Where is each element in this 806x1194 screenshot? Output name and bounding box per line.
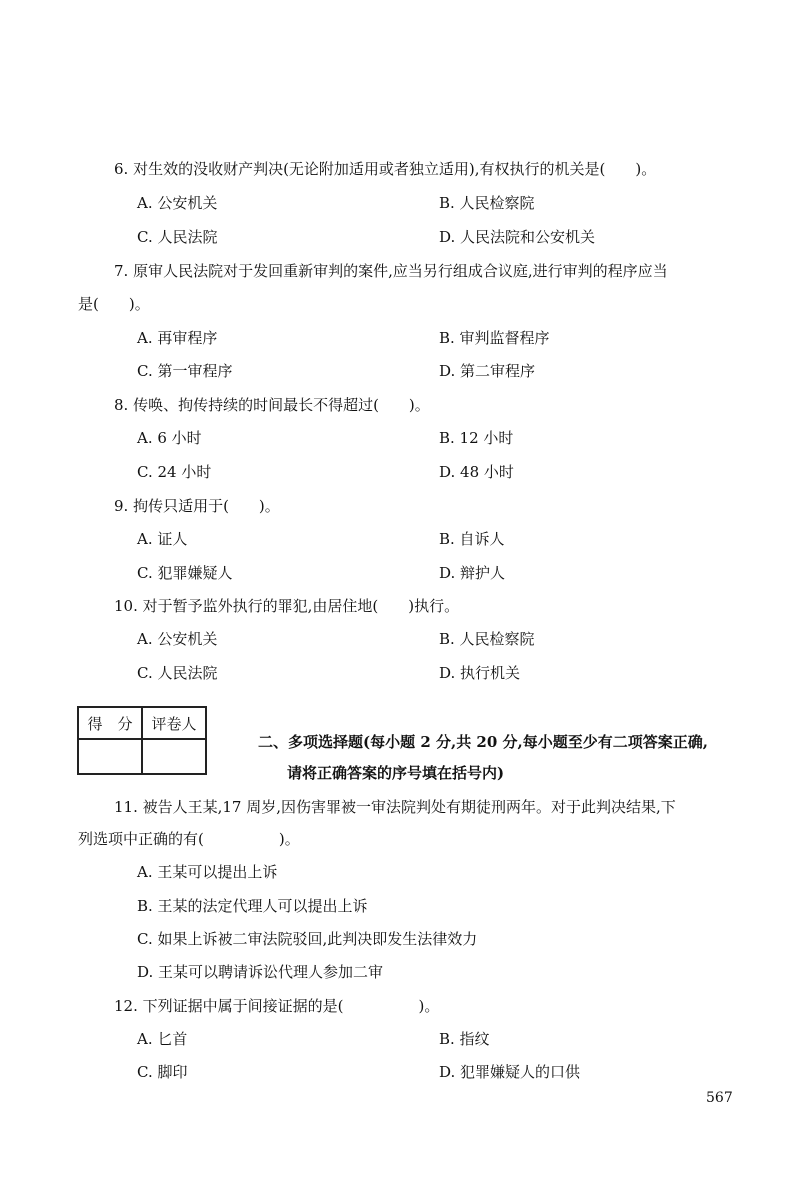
- question-9-stem: 9. 拘传只适用于( )。: [114, 497, 280, 515]
- question-7-option-d: D. 第二审程序: [439, 362, 536, 380]
- question-11-option-d: D. 王某可以聘请诉讼代理人参加二审: [137, 963, 384, 981]
- question-6-option-b: B. 人民检察院: [439, 194, 535, 212]
- question-10-option-a: A. 公安机关: [137, 630, 218, 648]
- question-9-option-d: D. 辩护人: [439, 564, 506, 582]
- question-12-option-b: B. 指纹: [439, 1030, 490, 1048]
- question-6-option-d: D. 人民法院和公安机关: [439, 228, 596, 246]
- question-11-option-a: A. 王某可以提出上诉: [137, 863, 278, 881]
- question-11-stem-line1: 11. 被告人王某,17 周岁,因伤害罪被一审法院判处有期徒刑两年。对于此判决结果,下: [114, 798, 676, 816]
- question-8-option-d: D. 48 小时: [439, 463, 514, 481]
- question-8-stem: 8. 传唤、拘传持续的时间最长不得超过( )。: [114, 396, 430, 414]
- section-2-heading-line2: 请将正确答案的序号填在括号内): [287, 764, 505, 782]
- score-cell: [78, 739, 142, 774]
- question-6-option-a: A. 公安机关: [137, 194, 218, 212]
- question-7-option-c: C. 第一审程序: [137, 362, 233, 380]
- question-12-option-c: C. 脚印: [137, 1063, 188, 1081]
- question-10-option-b: B. 人民检察院: [439, 630, 535, 648]
- question-9-option-c: C. 犯罪嫌疑人: [137, 564, 233, 582]
- question-9-option-a: A. 证人: [137, 530, 188, 548]
- question-8-option-b: B. 12 小时: [439, 429, 514, 447]
- page-number: 567: [706, 1090, 733, 1106]
- question-10-stem: 10. 对于暂予监外执行的罪犯,由居住地( )执行。: [114, 597, 460, 615]
- question-7-stem-line2: 是( )。: [78, 295, 150, 313]
- question-7-option-a: A. 再审程序: [137, 329, 218, 347]
- question-9-option-b: B. 自诉人: [439, 530, 505, 548]
- question-10-option-c: C. 人民法院: [137, 664, 218, 682]
- question-6-option-c: C. 人民法院: [137, 228, 218, 246]
- question-10-option-d: D. 执行机关: [439, 664, 521, 682]
- question-12-option-d: D. 犯罪嫌疑人的口供: [439, 1063, 581, 1081]
- question-11-option-b: B. 王某的法定代理人可以提出上诉: [137, 897, 368, 915]
- question-11-option-c: C. 如果上诉被二审法院驳回,此判决即发生法律效力: [137, 930, 478, 948]
- question-8-option-c: C. 24 小时: [137, 463, 212, 481]
- question-12-option-a: A. 匕首: [137, 1030, 188, 1048]
- grader-label: 评卷人: [142, 707, 206, 739]
- question-7-option-b: B. 审判监督程序: [439, 329, 550, 347]
- question-12-stem: 12. 下列证据中属于间接证据的是( )。: [114, 997, 440, 1015]
- question-11-stem-line2: 列选项中正确的有( )。: [78, 830, 300, 848]
- score-box: [77, 706, 207, 775]
- score-label: 得 分: [78, 707, 142, 739]
- question-8-option-a: A. 6 小时: [137, 429, 202, 447]
- question-7-stem-line1: 7. 原审人民法院对于发回重新审判的案件,应当另行组成合议庭,进行审判的程序应当: [114, 262, 668, 280]
- question-6-stem: 6. 对生效的没收财产判决(无论附加适用或者独立适用),有权执行的机关是( )。: [114, 160, 657, 178]
- section-2-heading-line1: 二、多项选择题(每小题 2 分,共 20 分,每小题至少有二项答案正确,: [258, 733, 708, 751]
- grader-cell: [142, 739, 206, 774]
